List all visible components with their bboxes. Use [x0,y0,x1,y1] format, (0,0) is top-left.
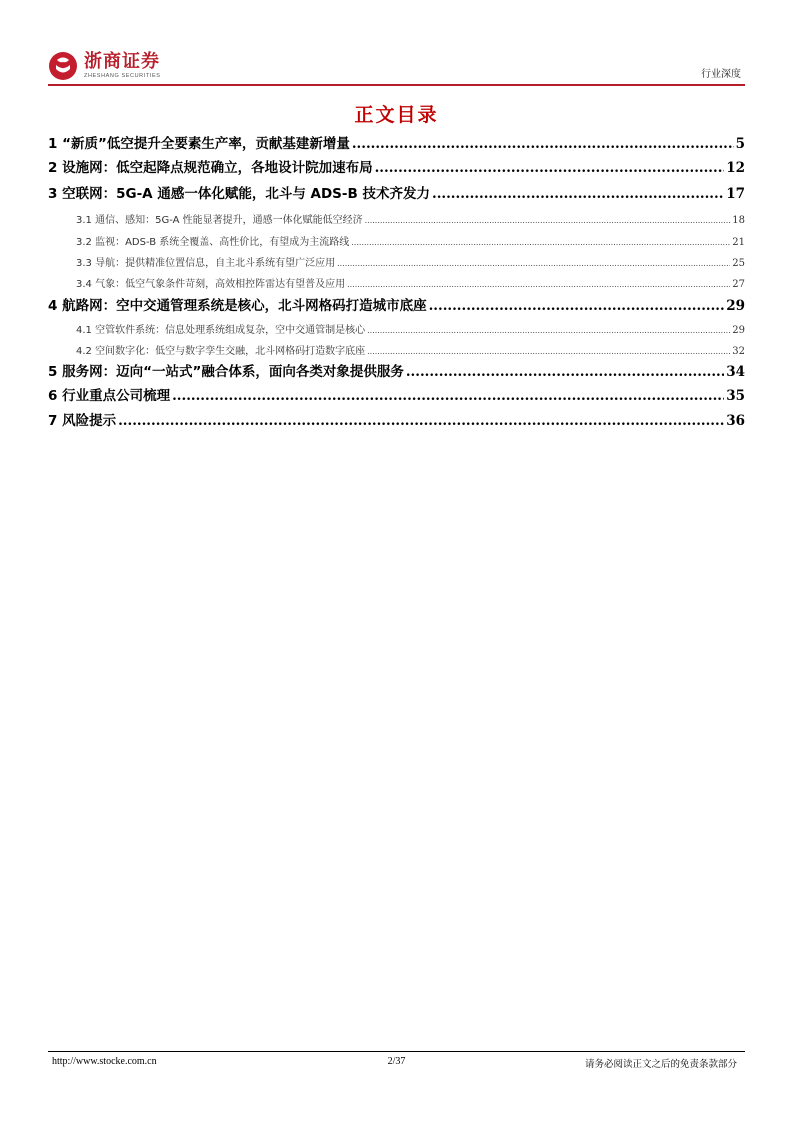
toc-entry-label: 7 风险提示 [48,413,117,429]
toc-entry-label: 3.2 监视：ADS-B 系统全覆盖、高性价比，有望成为主流路线 [76,237,350,248]
toc-leader-dots [172,388,724,404]
toc-leader-dots [406,364,724,380]
toc-entry-3-4[interactable] [76,275,745,290]
page-header [48,48,745,84]
toc-entry-page: 12 [726,160,745,176]
toc-entry-3-2[interactable] [76,233,745,248]
toc-leader-dots [429,298,725,314]
toc-leader-dots [367,347,730,356]
toc-leader-dots [118,413,724,429]
toc-entry-page: 27 [732,279,745,290]
toc-leader-dots [347,280,730,289]
footer-website-link[interactable]: http://www.stocke.com.cn [52,1056,157,1067]
report-type-label: 行业深度 [701,69,741,80]
toc-title: 正文目录 [354,104,439,126]
toc-entry-label: 1 “新质”低空提升全要素生产率，贡献基建新增量 [48,136,350,152]
toc-leader-dots [375,160,725,176]
toc-leader-dots [365,216,731,225]
toc-entry-page: 35 [726,388,745,404]
company-logo [48,48,161,84]
footer-page-number: 2/37 [387,1056,406,1067]
toc-entry-page: 18 [732,215,745,226]
toc-entry-label: 3 空联网：5G-A 通感一体化赋能，北斗与 ADS-B 技术齐发力 [48,186,430,202]
toc-entry-3-3[interactable] [76,254,745,269]
toc-leader-dots [351,238,730,247]
zheshang-logo-icon [48,51,78,81]
footer-disclaimer: 请务必阅读正文之后的免责条款部分 [584,1059,737,1070]
toc-leader-dots [367,326,730,335]
toc-entry-page: 32 [732,346,745,357]
toc-entry-label: 4.2 空间数字化：低空与数字孪生交融，北斗网格码打造数字底座 [76,346,366,357]
header-divider [48,84,745,86]
toc-entry-label: 2 设施网：低空起降点规范确立，各地设计院加速布局 [48,160,373,176]
brand-name-en: ZHESHANG SECURITIES [84,73,161,79]
toc-entry-page: 5 [735,136,745,152]
toc-entry-page: 21 [732,237,745,248]
toc-entry-page: 17 [726,186,745,202]
toc-entry-4-1[interactable] [76,321,745,336]
toc-entry-label: 3.1 通信、感知：5G-A 性能显著提升，通感一体化赋能低空经济 [76,215,363,226]
toc-entry-label: 6 行业重点公司梳理 [48,388,171,404]
toc-entry-1[interactable] [48,132,745,152]
toc-entry-6[interactable] [48,384,745,404]
toc-entry-page: 36 [726,413,745,429]
toc-entry-page: 29 [732,325,745,336]
brand-name-cn: 浙商证券 [84,51,160,72]
toc-entry-3-1[interactable] [76,211,745,226]
toc-leader-dots [352,136,734,152]
footer-divider [48,1051,745,1052]
toc-leader-dots [432,186,724,202]
toc-entry-7[interactable] [48,409,745,429]
toc-entry-2[interactable] [48,156,745,176]
toc-entry-page: 29 [726,298,745,314]
toc-entry-4[interactable] [48,294,745,314]
toc-entry-label: 5 服务网：迈向“一站式”融合体系，面向各类对象提供服务 [48,364,404,380]
toc-entry-5[interactable] [48,360,745,380]
toc-entry-4-2[interactable] [76,342,745,357]
toc-entry-page: 25 [732,258,745,269]
toc-entry-label: 3.3 导航：提供精准位置信息，自主北斗系统有望广泛应用 [76,258,336,269]
toc-leader-dots [337,259,730,268]
toc-entry-page: 34 [726,364,745,380]
toc-entry-label: 3.4 气象：低空气象条件苛刻，高效相控阵雷达有望普及应用 [76,279,346,290]
toc-entry-label: 4.1 空管软件系统：信息处理系统组成复杂，空中交通管制是核心 [76,325,366,336]
toc-entry-3[interactable] [48,182,745,202]
toc-entry-label: 4 航路网：空中交通管理系统是核心，北斗网格码打造城市底座 [48,298,427,314]
